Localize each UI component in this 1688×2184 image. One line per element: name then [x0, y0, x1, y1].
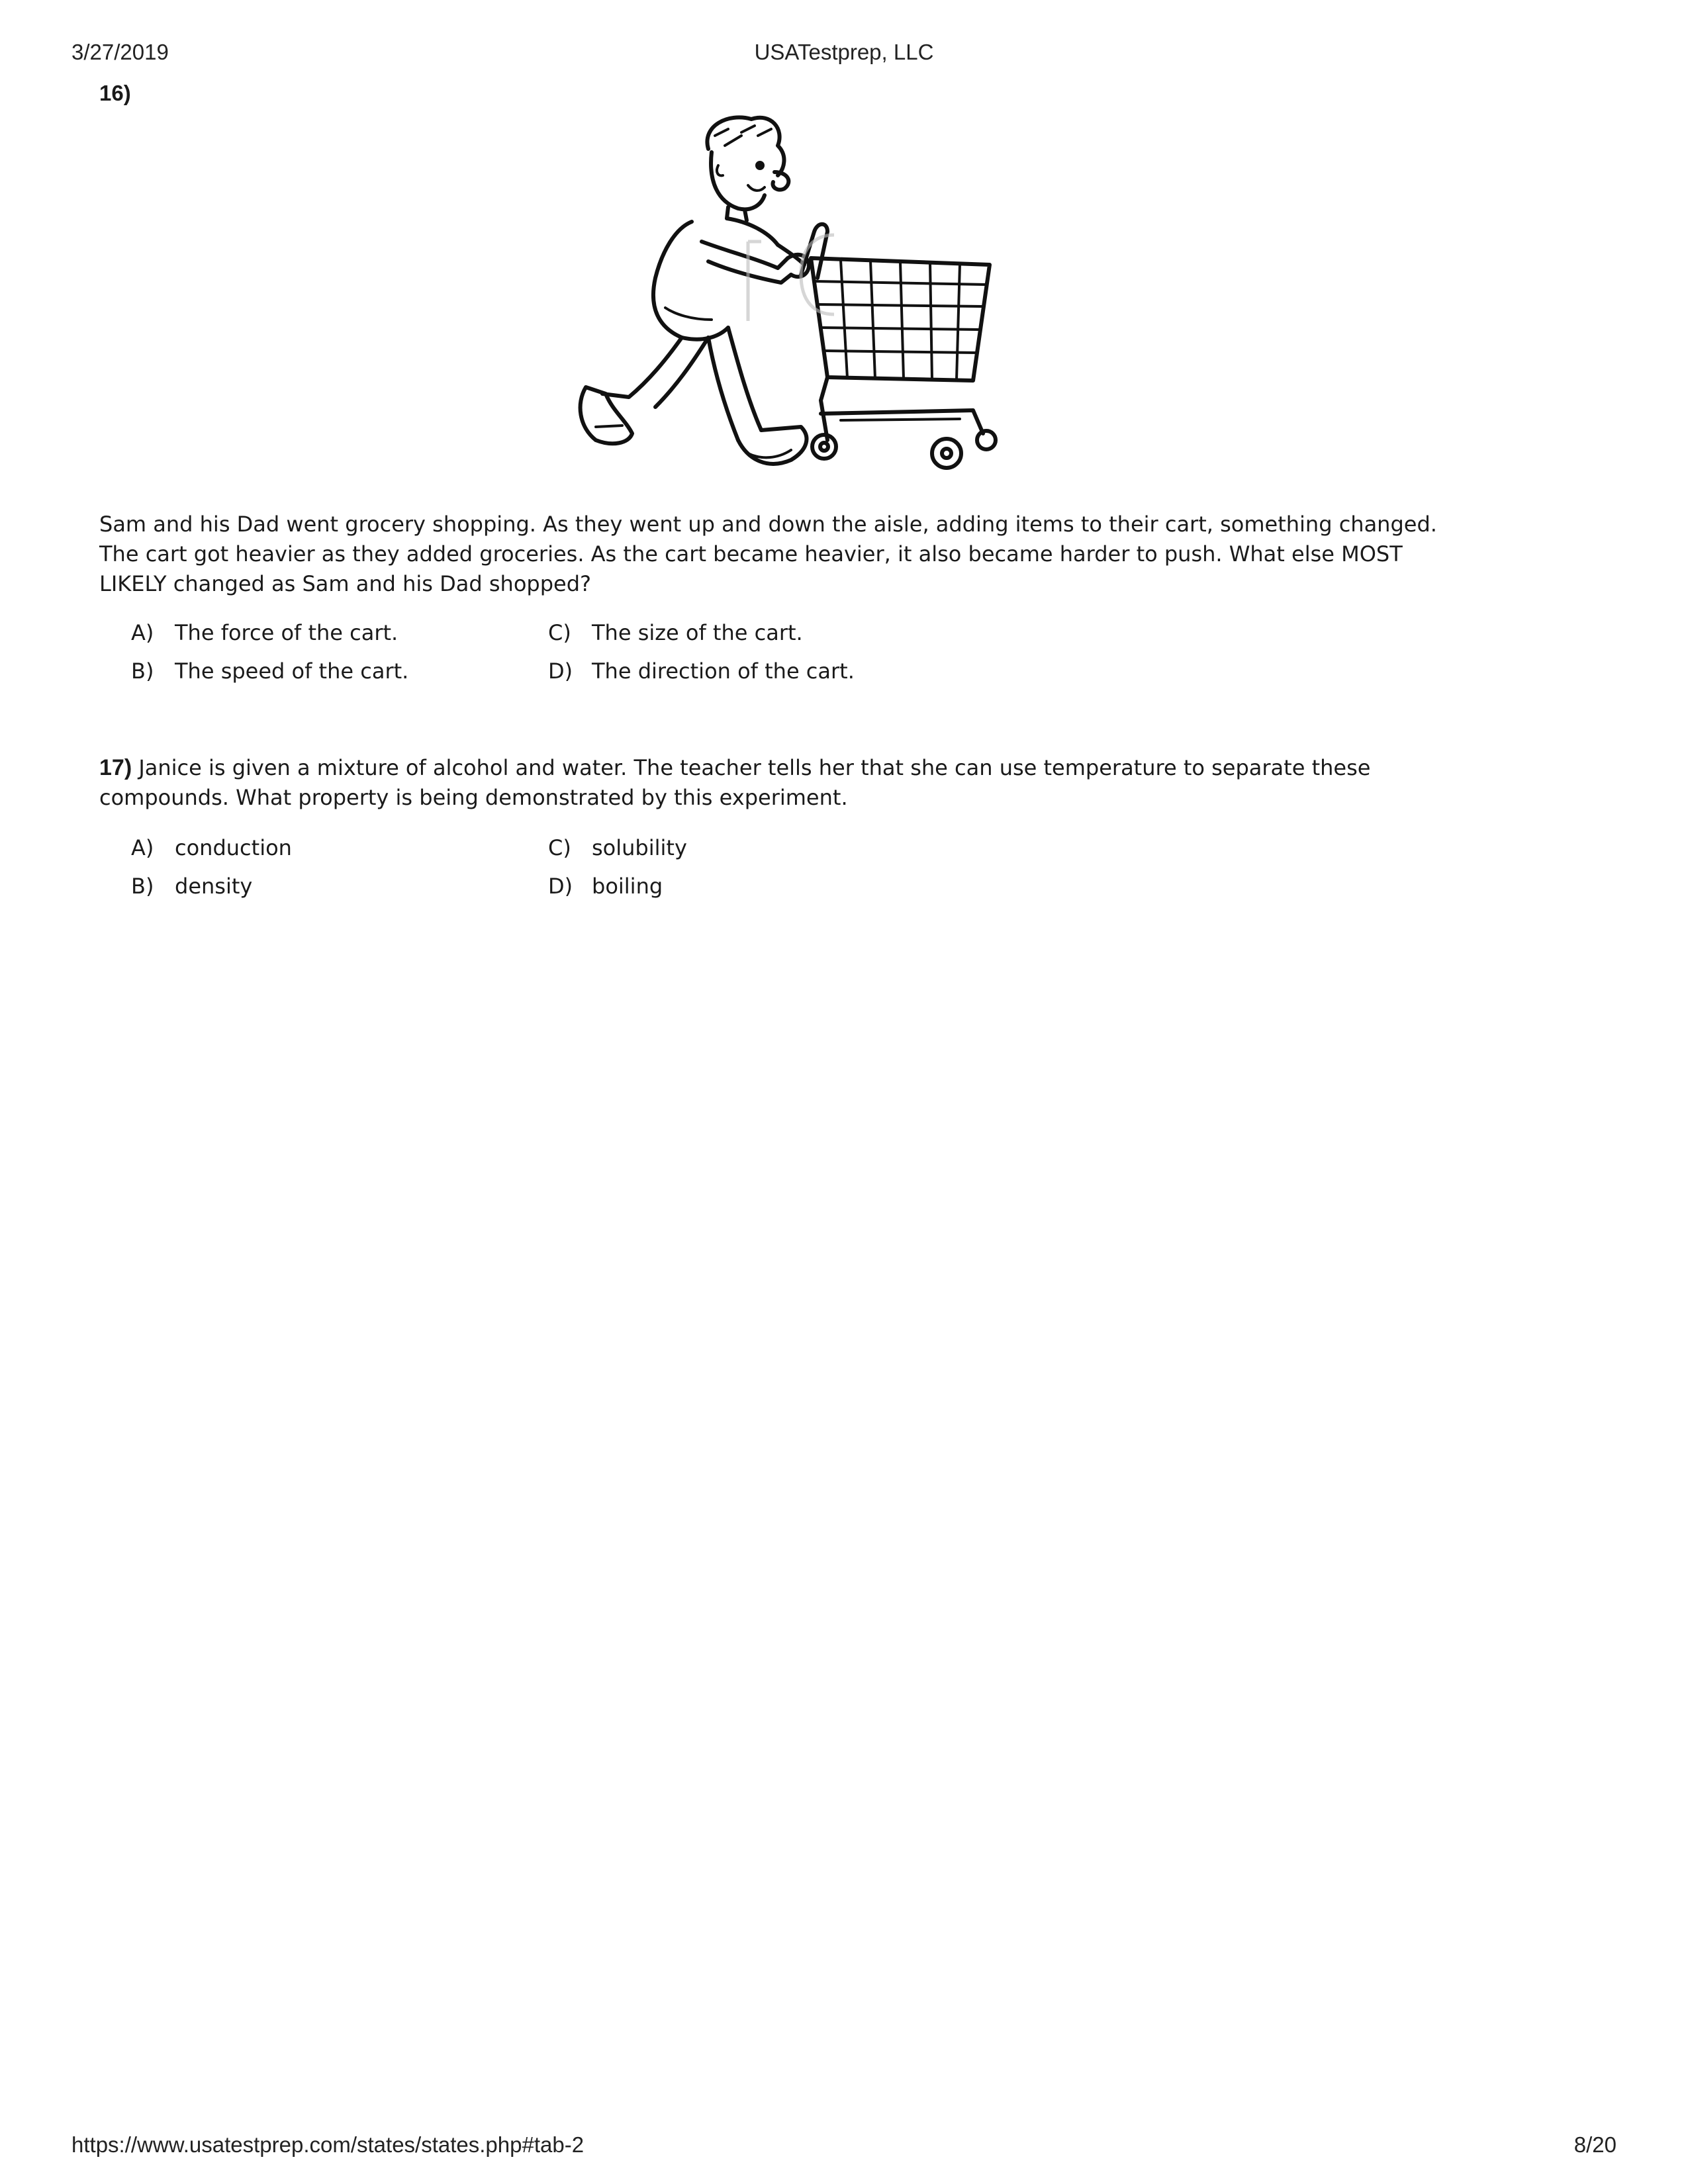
choice-letter: B) [131, 874, 154, 899]
choice-text: density [175, 874, 253, 899]
choice-letter: A) [131, 620, 154, 645]
page-number: 8/20 [1573, 2132, 1617, 2157]
question-16-choice-c[interactable] [548, 620, 803, 645]
choice-text: The direction of the cart. [592, 659, 855, 684]
question-17-body: Janice is given a mixture of alcohol and water. The teacher tells her that she can use temperature to separate these compounds. What property is being demonstrated by this experiment. [99, 755, 1371, 810]
print-date: 3/27/2019 [71, 40, 169, 64]
question-16-choice-d[interactable] [548, 659, 855, 684]
page-url: https://www.usatestprep.com/states/states.php#tab-2 [71, 2132, 585, 2157]
choice-letter: A) [131, 835, 154, 860]
question-16-choice-b[interactable] [131, 659, 408, 684]
question-17-choice-c[interactable] [548, 835, 687, 860]
question-17-text [99, 753, 1476, 813]
choice-text: The force of the cart. [175, 620, 399, 645]
choice-text: boiling [592, 874, 663, 899]
question-16-choice-a[interactable] [131, 620, 398, 645]
choice-text: conduction [175, 835, 292, 860]
choice-text: solubility [592, 835, 687, 860]
choice-letter: D) [548, 874, 573, 899]
question-17-choice-d[interactable] [548, 874, 663, 899]
choice-letter: C) [548, 835, 571, 860]
boy-pushing-cart-illustration [549, 109, 1039, 480]
choice-letter: B) [131, 659, 154, 684]
choice-text: The size of the cart. [592, 620, 803, 645]
choice-text: The speed of the cart. [175, 659, 409, 684]
question-16-number: 16) [99, 81, 131, 105]
question-16-text: Sam and his Dad went grocery shopping. As they went up and down the aisle, adding items to their cart, something changed. The cart got heavier as they added groceries. As the cart became heavier, it also became harder to push. What else MOST LIKELY changed as Sam and his Dad shopped? [99, 512, 1437, 596]
site-title: USATestprep, LLC [754, 40, 934, 64]
question-17-choice-b[interactable] [131, 874, 252, 899]
question-17-choice-a[interactable] [131, 835, 292, 860]
question-17-number: 17) [99, 755, 132, 780]
choice-letter: C) [548, 620, 571, 645]
choice-letter: D) [548, 659, 573, 684]
